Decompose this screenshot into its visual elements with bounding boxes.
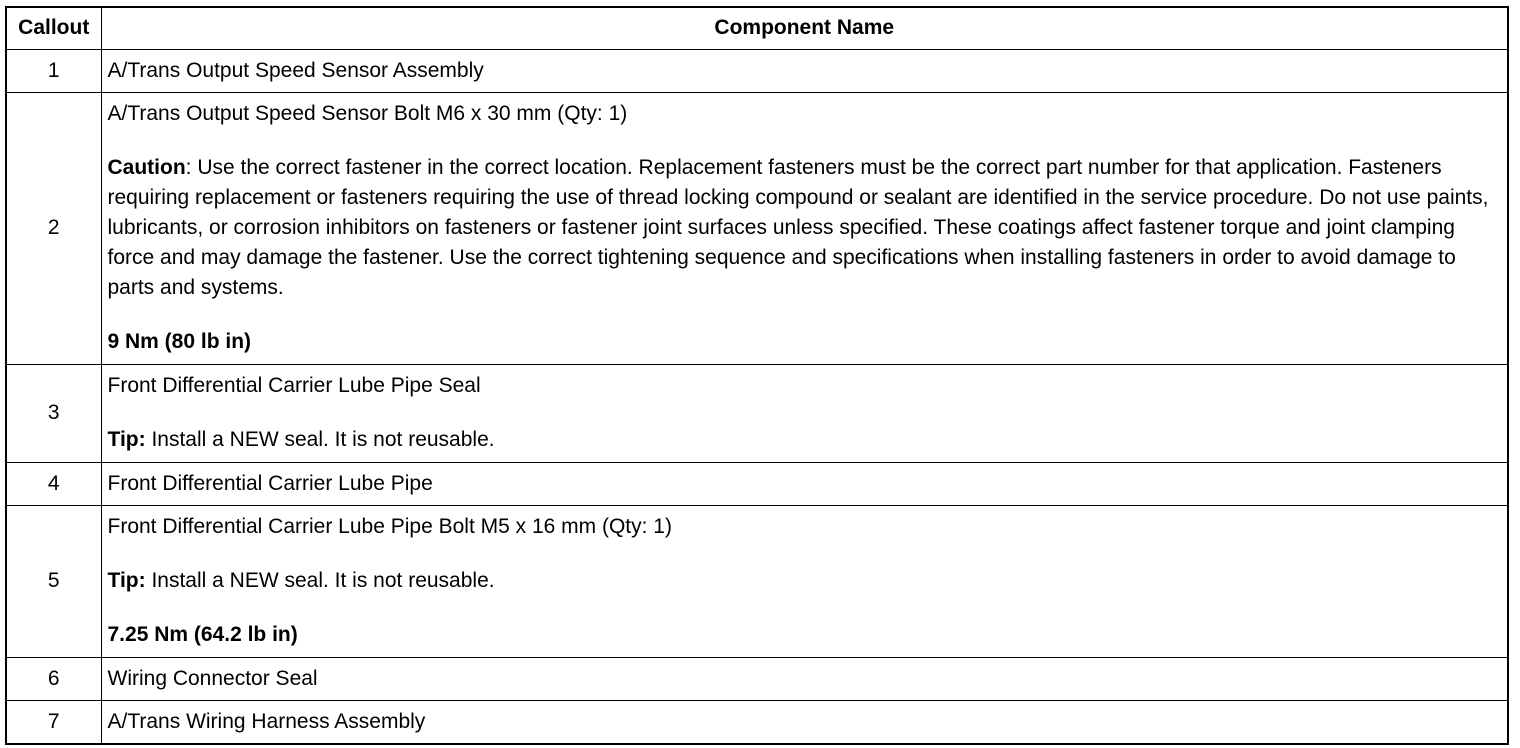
table-row [6, 49, 1508, 92]
tip-label: Tip: [107, 569, 146, 592]
header-component-name: Component Name [101, 7, 1508, 49]
table-row [6, 364, 1508, 462]
table-row [6, 505, 1508, 657]
component-name: Front Differential Carrier Lube Pipe [107, 471, 433, 495]
callout-number: 6 [6, 657, 101, 700]
component-name: A/Trans Wiring Harness Assembly [107, 709, 426, 733]
torque-spec: 7.25 Nm (64.2 lb in) [107, 623, 298, 646]
component-name-cell [101, 700, 1508, 744]
component-name-cell [101, 92, 1508, 364]
callout-number: 4 [6, 462, 101, 505]
callout-number: 7 [6, 700, 101, 744]
table-row [6, 700, 1508, 744]
table-row [6, 462, 1508, 505]
component-name-cell [101, 364, 1508, 462]
component-name: A/Trans Output Speed Sensor Assembly [107, 58, 484, 82]
tip-note [108, 566, 1500, 596]
tip-label: Tip: [107, 428, 146, 451]
component-callout-table [5, 6, 1509, 745]
component-name: Front Differential Carrier Lube Pipe Bolt M5 x 16 mm (Qty: 1) [107, 515, 672, 538]
caution-text: Use the correct fastener in the correct location. Replacement fasteners must be the correct part number for that application. Fasteners requiring replacement or fasteners requiring the use of thread locking compound or sealant are identified in the service procedure. Do not use paints, lubricants, or corrosion inhibitors on fasteners or fastener joint surfaces unless specified. These coatings affect fastener torque and joint clamping force and may damage the fastener. Use the correct tightening sequence and specifications when installing fasteners in order to avoid damage to parts and systems. [107, 156, 1489, 299]
callout-number: 1 [6, 49, 101, 92]
table-header-row [6, 7, 1508, 49]
callout-number: 5 [6, 505, 101, 657]
component-name-cell [101, 49, 1508, 92]
component-name: Wiring Connector Seal [107, 666, 318, 690]
callout-number: 2 [6, 92, 101, 364]
caution-label: Caution [107, 156, 186, 179]
caution-note [108, 153, 1500, 303]
component-name: Front Differential Carrier Lube Pipe Seal [107, 374, 481, 397]
tip-text: Install a NEW seal. It is not reusable. [145, 428, 495, 451]
component-name: A/Trans Output Speed Sensor Bolt M6 x 30 mm (Qty: 1) [107, 102, 628, 125]
table-row [6, 657, 1508, 700]
component-name-cell [101, 505, 1508, 657]
header-callout: Callout [6, 7, 101, 49]
callout-number: 3 [6, 364, 101, 462]
component-name-cell [101, 657, 1508, 700]
caution-colon: : [185, 156, 192, 179]
table-row [6, 92, 1508, 364]
component-table-sheet [5, 6, 1507, 740]
component-name-cell [101, 462, 1508, 505]
torque-spec: 9 Nm (80 lb in) [107, 330, 252, 353]
tip-note [108, 425, 1500, 455]
tip-text: Install a NEW seal. It is not reusable. [145, 569, 495, 592]
